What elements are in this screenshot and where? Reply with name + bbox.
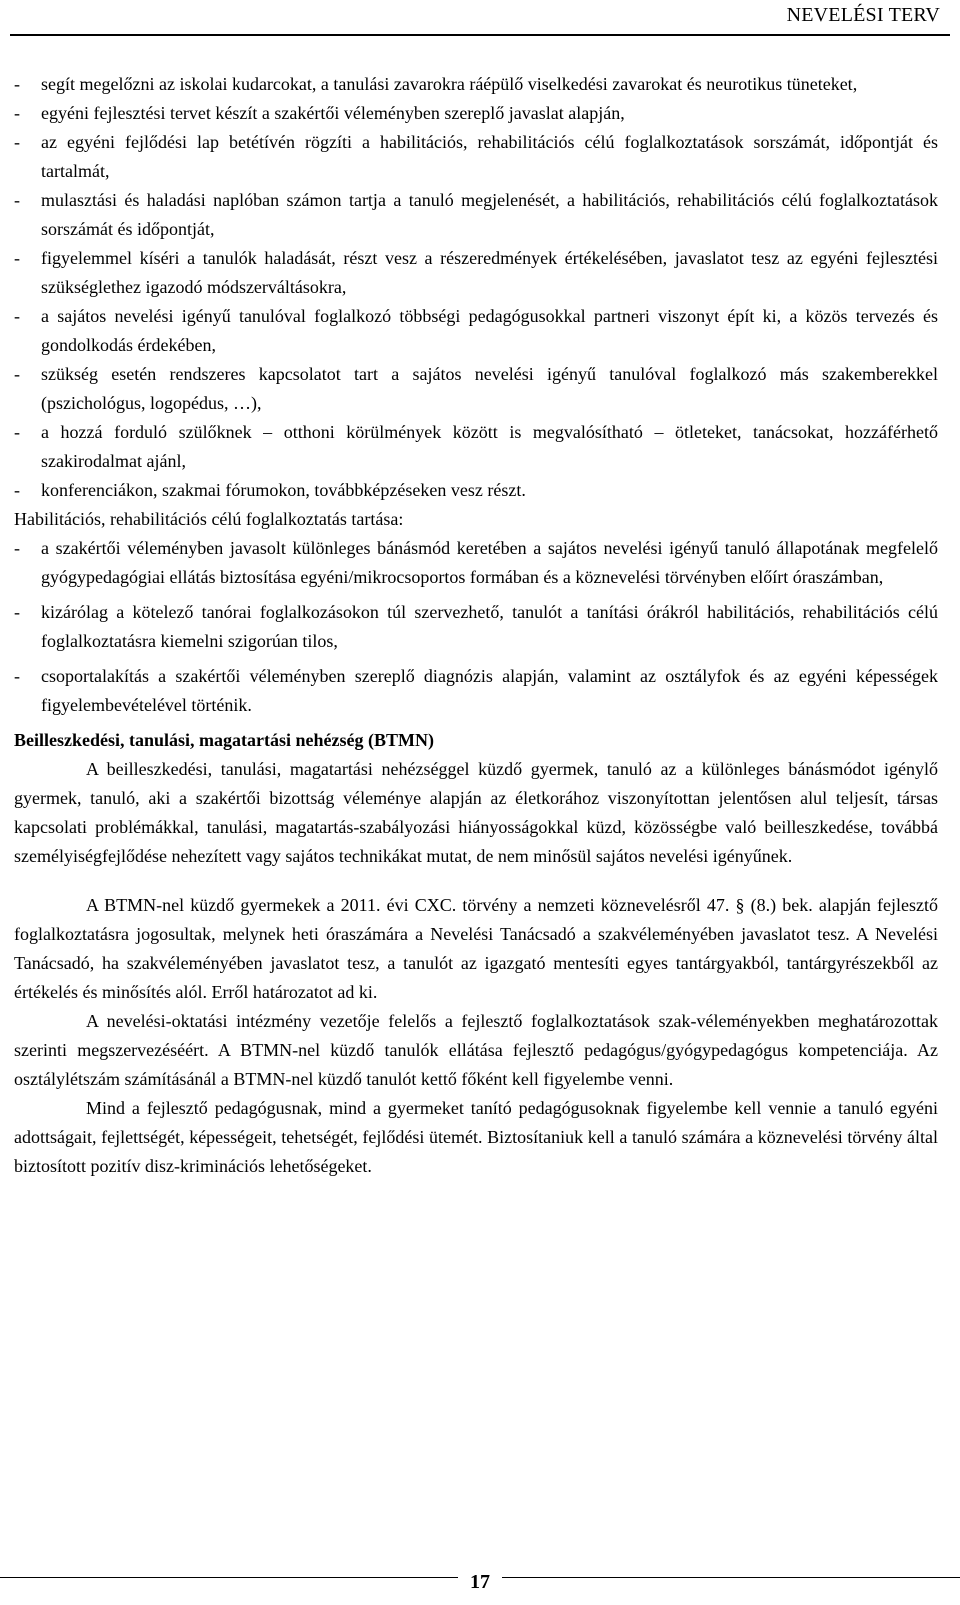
list-item-text: konferenciákon, szakmai fórumokon, továbbképzéseken vesz részt. <box>41 480 526 500</box>
page-number <box>0 1571 960 1594</box>
list-item-text: a hozzá forduló szülőknek – otthoni körülmények között is megvalósítható – ötleteket, tanácsokat, hozzáférhető szakirodalmat ajánl, <box>41 422 938 471</box>
dash-bullet: - <box>14 422 20 442</box>
paragraph: A beilleszkedési, tanulási, magatartási nehézséggel küzdő gyermek, tanuló az a különleges bánásmódot igénylő gyermek, tanuló, aki a szakértői bizottság véleménye alapján az életkorához viszonyítottan jelentősen alul teljesít, társas kapcsolati problémákkal, tanulási, magatartás-szabályozási hiányosságokkal küzd, közösségbe való beilleszkedése, továbbá személyiségfejlődése nehezített vagy sajátos technikákat mutat, de nem minősül sajátos nevelési igényűnek. <box>14 759 938 866</box>
dash-bullet: - <box>14 103 20 123</box>
list-item-text: figyelemmel kíséri a tanulók haladását, részt vesz a részeredmények értékelésében, javaslatot tesz az egyéni fejlesztési szükséglethez igazodó módszerváltásokra, <box>41 248 938 297</box>
duties-list <box>14 70 938 505</box>
page-number-text: 17 <box>458 1571 502 1593</box>
list-item <box>14 128 938 186</box>
list-item-text: segít megelőzni az iskolai kudarcokat, a tanulási zavarokra ráépülő viselkedési zavarokat és neurotikus tüneteket, <box>41 74 858 94</box>
subheading: Habilitációs, rehabilitációs célú foglalkoztatás tartása: <box>14 509 404 529</box>
list-item <box>14 534 938 592</box>
list-item <box>14 662 938 720</box>
habilitation-list <box>14 534 938 720</box>
list-item <box>14 418 938 476</box>
list-item <box>14 302 938 360</box>
page-header-title: NEVELÉSI TERV <box>786 4 940 26</box>
list-item-text: kizárólag a kötelező tanórai foglalkozásokon túl szervezhető, tanulót a tanítási órákról habilitációs, rehabilitációs célú foglalkoztatásra kiemelni szigorúan tilos, <box>41 602 938 651</box>
paragraph: A nevelési-oktatási intézmény vezetője felelős a fejlesztő foglalkoztatások szak-véleményekben meghatározottak szerinti megszervezéséért. A BTMN-nel küzdő tanulók ellátása fejlesztő pedagógus/gyógypedagógus kompetenciája. Az osztálylétszám számításánál a BTMN-nel küzdő tanulót kettő főként kell figyelembe venni. <box>14 1011 938 1089</box>
list-item-text: a sajátos nevelési igényű tanulóval foglalkozó többségi pedagógusokkal partneri viszonyt épít ki, a közös tervezés és gondolkodás érdekében, <box>41 306 938 355</box>
dash-bullet: - <box>14 666 20 686</box>
dash-bullet: - <box>14 248 20 268</box>
list-item <box>14 244 938 302</box>
list-item <box>14 70 938 99</box>
list-item-text: egyéni fejlesztési tervet készít a szakértői véleményben szereplő javaslat alapján, <box>41 103 625 123</box>
dash-bullet: - <box>14 480 20 500</box>
dash-bullet: - <box>14 132 20 152</box>
dash-bullet: - <box>14 364 20 384</box>
list-item-text: a szakértői véleményben javasolt különleges bánásmód keretében a sajátos nevelési igényű tanuló állapotának megfelelő gyógypedagógiai ellátás biztosítása egyéni/mikrocsoportos formában és a köznevelési törvényben előírt óraszámban, <box>41 538 938 587</box>
dash-bullet: - <box>14 74 20 94</box>
dash-bullet: - <box>14 602 20 622</box>
dash-bullet: - <box>14 538 20 558</box>
list-item <box>14 360 938 418</box>
document-body <box>14 70 938 1181</box>
section-title: Beilleszkedési, tanulási, magatartási nehézség (BTMN) <box>14 730 434 750</box>
paragraph: A BTMN-nel küzdő gyermekek a 2011. évi CXC. törvény a nemzeti köznevelésről 47. § (8.) bek. alapján fejlesztő foglalkoztatásra jogosultak, melynek heti óraszámára a Nevelési Tanácsadó a szakvéleményében javaslatot tesz. A Nevelési Tanácsadó, ha szakvéleményében javaslatot tesz, a tanulót az igazgató mentesíti egyes tantárgyakból, tantárgyrészekből az értékelés és minősítés alól. Erről határozatot ad ki. <box>14 895 938 1002</box>
list-item-text: csoportalakítás a szakértői véleményben szereplő diagnózis alapján, valamint az osztályfok és az egyéni képességek figyelembevételével történik. <box>41 666 938 715</box>
paragraph: Mind a fejlesztő pedagógusnak, mind a gyermeket tanító pedagógusoknak figyelembe kell vennie a tanuló egyéni adottságait, fejlettségét, képességeit, tehetségét, fejlődési ütemét. Biztosítaniuk kell a tanuló számára a köznevelési törvény által biztosított pozitív disz-kriminációs lehetőségeket. <box>14 1098 938 1176</box>
list-item <box>14 476 938 505</box>
list-item-text: mulasztási és haladási naplóban számon tartja a tanuló megjelenését, a habilitációs, rehabilitációs célú foglalkoztatások sorszámát és időpontját, <box>41 190 938 239</box>
list-item <box>14 598 938 656</box>
list-item-text: az egyéni fejlődési lap betétívén rögzíti a habilitációs, rehabilitációs célú foglalkoztatások sorszámát, időpontját és tartalmát, <box>41 132 938 181</box>
list-item <box>14 186 938 244</box>
list-item-text: szükség esetén rendszeres kapcsolatot tart a sajátos nevelési igényű tanulóval foglalkozó más szakemberekkel (pszichológus, logopédus, …), <box>41 364 938 413</box>
dash-bullet: - <box>14 190 20 210</box>
header-rule <box>10 34 950 36</box>
dash-bullet: - <box>14 306 20 326</box>
list-item <box>14 99 938 128</box>
